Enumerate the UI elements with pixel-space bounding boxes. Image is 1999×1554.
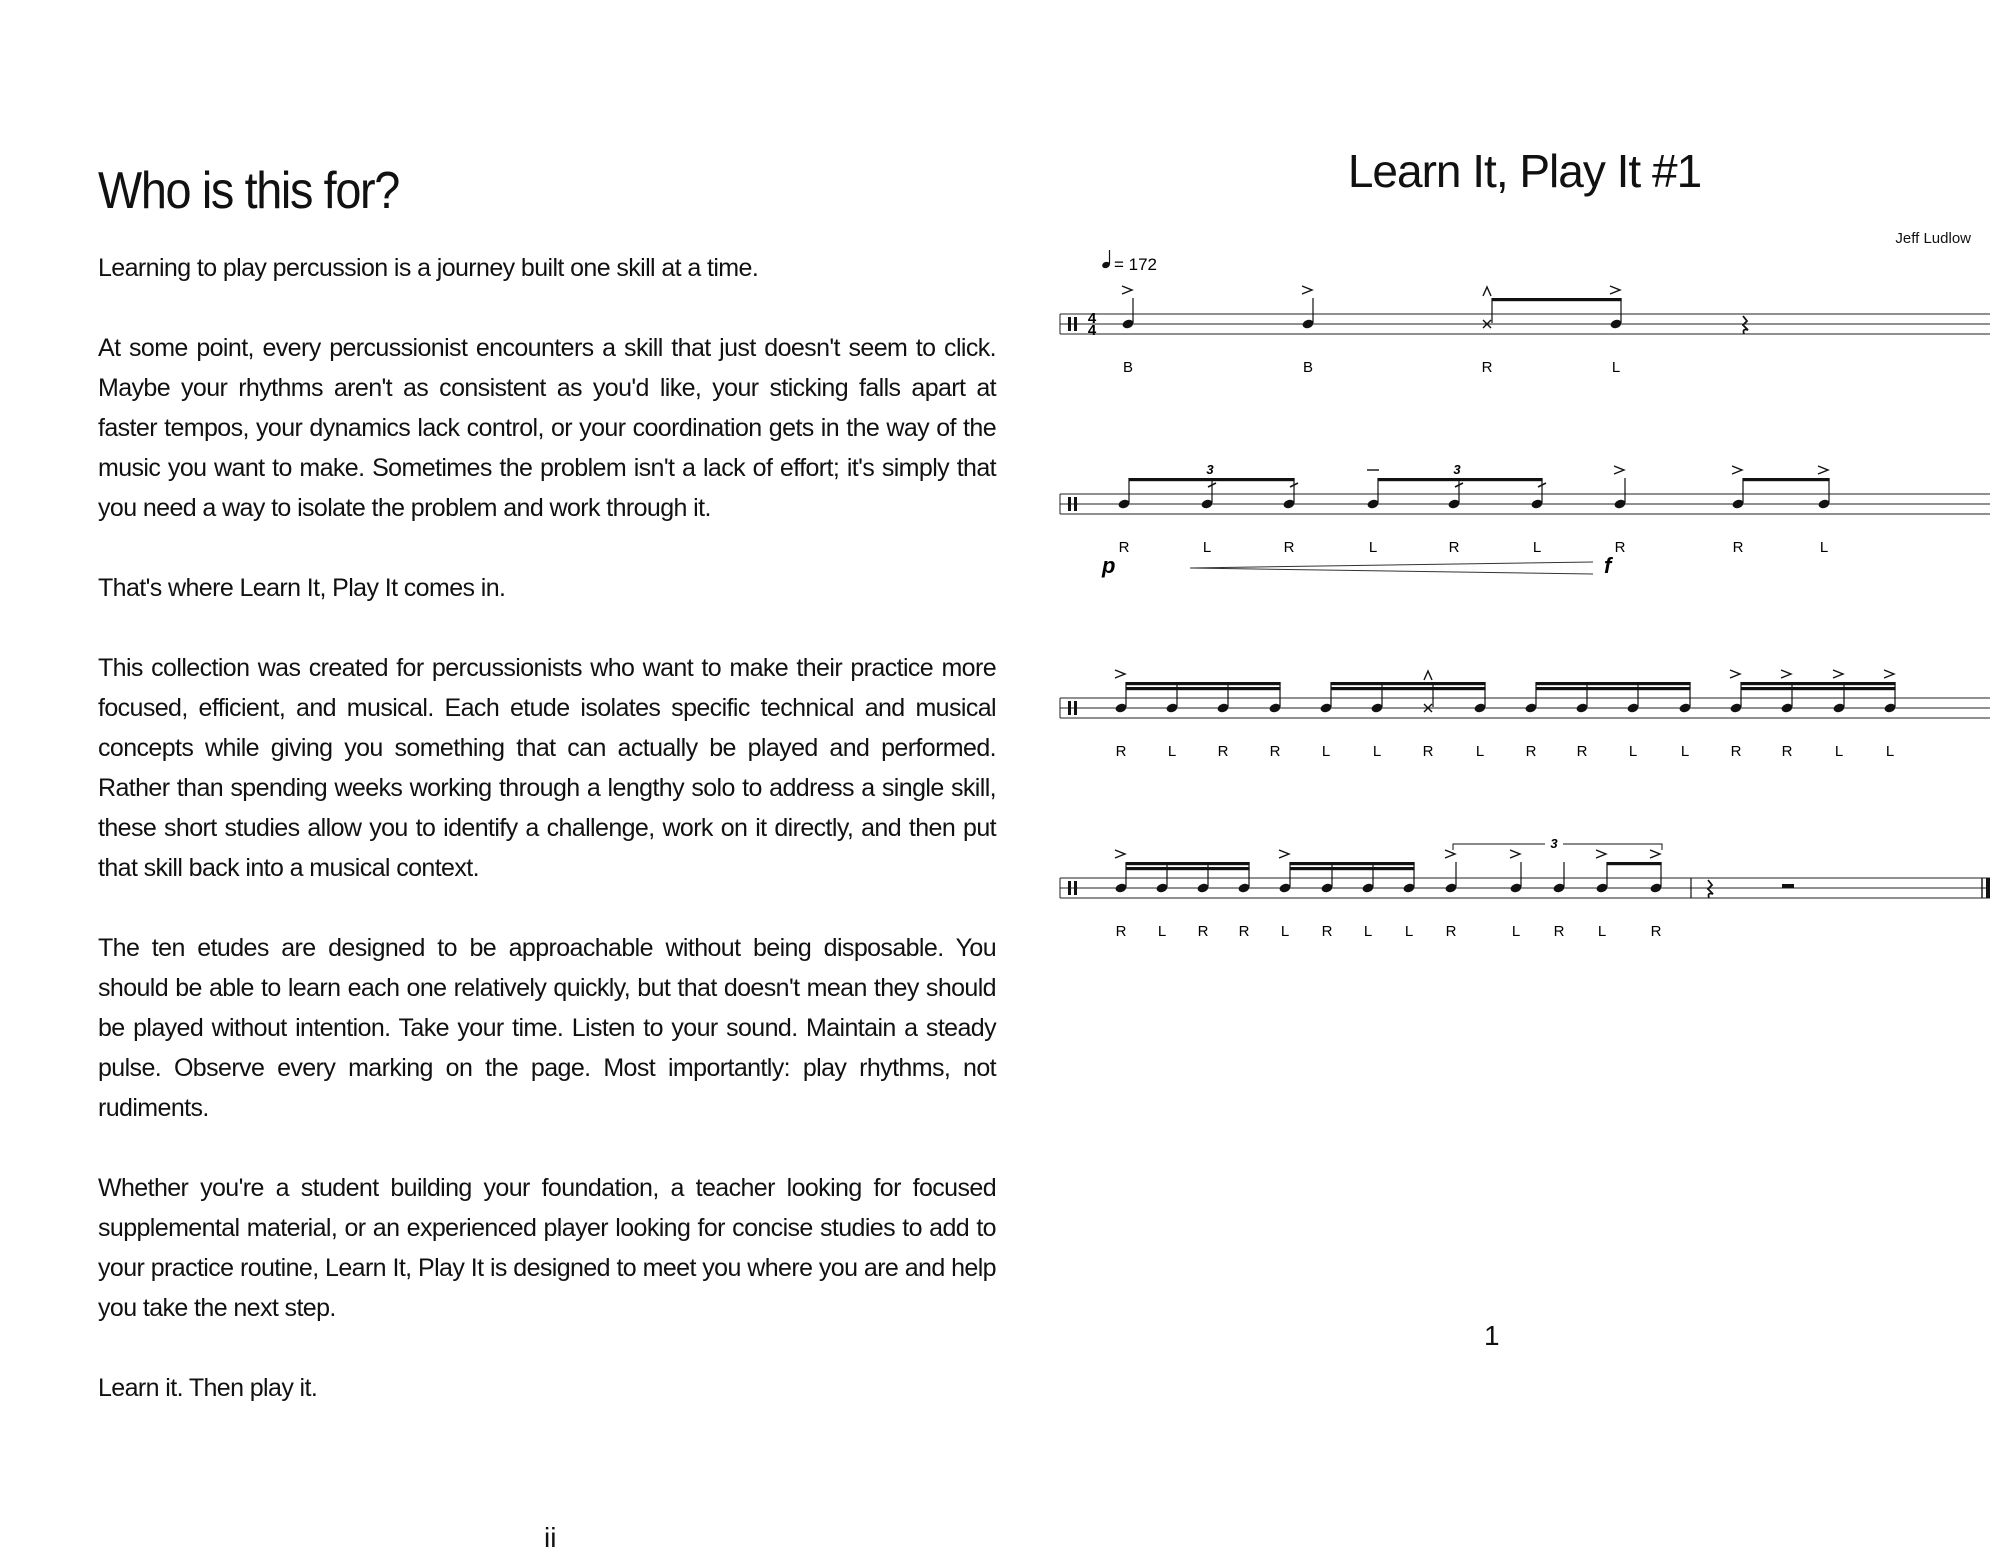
beam xyxy=(1290,867,1415,870)
sticking-letter: L xyxy=(1532,539,1542,556)
sticking-letter: R xyxy=(1781,743,1793,760)
beam xyxy=(1536,682,1691,685)
beam xyxy=(1126,687,1281,690)
sticking-letter: R xyxy=(1576,743,1588,760)
beam xyxy=(1741,682,1896,685)
sticking-letter: R xyxy=(1730,743,1742,760)
sticking-letter: R xyxy=(1614,539,1626,556)
sticking-letter: L xyxy=(1511,923,1521,940)
sticking-letter: L xyxy=(1628,743,1638,760)
beam xyxy=(1129,478,1295,481)
marcato-mark xyxy=(1483,287,1491,296)
sticking-letter: L xyxy=(1475,743,1485,760)
paragraph-design: The ten etudes are designed to be approachable without being disposable. You should be able to learn each one relatively quickly, but that doesn't mean they should be played without intention. Take your time. Listen to your sound. Maintain a steady pulse. Observe every marking on the page. Most importantly: play rhythms, not rudiments. xyxy=(98,934,996,1122)
paragraph-transition: That's where Learn It, Play It comes in. xyxy=(98,574,506,602)
accent-mark xyxy=(1610,286,1620,294)
quarter-rest xyxy=(1743,316,1748,334)
accent-mark xyxy=(1614,466,1624,474)
percussion-clef xyxy=(1074,881,1077,895)
percussion-clef xyxy=(1068,317,1071,331)
percussion-clef xyxy=(1074,497,1077,511)
beam xyxy=(1331,687,1486,690)
percussion-clef xyxy=(1068,497,1071,511)
time-signature-top: 4 xyxy=(1087,310,1097,327)
percussion-clef xyxy=(1074,701,1077,715)
svg-text:= 172: = 172 xyxy=(1114,255,1158,274)
percussion-clef xyxy=(1074,317,1077,331)
sticking-letter: L xyxy=(1404,923,1414,940)
tuplet-number: 3 xyxy=(1206,462,1214,477)
accent-mark xyxy=(1884,670,1894,678)
sticking-letter: B xyxy=(1302,359,1314,376)
beam xyxy=(1536,687,1691,690)
percussion-clef xyxy=(1068,701,1071,715)
percussion-clef xyxy=(1068,881,1071,895)
accent-mark xyxy=(1510,850,1520,858)
right-page xyxy=(1050,0,1999,1545)
accent-mark xyxy=(1650,850,1660,858)
marcato-mark xyxy=(1424,671,1432,680)
sticking-letter: R xyxy=(1525,743,1537,760)
accent-mark xyxy=(1730,670,1740,678)
accent-mark xyxy=(1115,670,1125,678)
sticking-letter: R xyxy=(1321,923,1333,940)
left-page-number: ii xyxy=(544,1522,557,1553)
beam xyxy=(1378,478,1543,481)
sticking-letter: L xyxy=(1680,743,1690,760)
final-barline-thick xyxy=(1986,878,1990,898)
sticking-letter: L xyxy=(1885,743,1895,760)
sticking-letter: R xyxy=(1650,923,1662,940)
paragraph-audience: Whether you're a student building your foundation, a teacher looking for focused supplemental material, or an experienced player looking for concise studies to add to your practice routine, Learn It, Play It is designed to meet you where you are and help you take the next step. xyxy=(98,1174,996,1322)
sticking-letter: R xyxy=(1481,359,1493,376)
accent-mark xyxy=(1115,850,1125,858)
dynamic-piano: p xyxy=(1102,553,1116,578)
beam xyxy=(1126,862,1250,865)
accent-mark xyxy=(1833,670,1843,678)
sticking-letter: R xyxy=(1118,539,1130,556)
sticking-letter: L xyxy=(1819,539,1829,556)
sticking-letter: R xyxy=(1238,923,1250,940)
sticking-letter: R xyxy=(1732,539,1744,556)
accent-mark xyxy=(1122,286,1132,294)
sticking-letter: R xyxy=(1283,539,1295,556)
sheet-music xyxy=(1050,240,1999,980)
tuplet-number: 3 xyxy=(1453,462,1461,477)
sticking-letter: L xyxy=(1611,359,1621,376)
sticking-letter: L xyxy=(1280,923,1290,940)
paragraph-intro: Learning to play percussion is a journey built one skill at a time. xyxy=(98,254,759,282)
beam xyxy=(1741,687,1896,690)
accent-mark xyxy=(1818,466,1828,474)
time-signature-bottom: 4 xyxy=(1087,322,1097,339)
accent-mark xyxy=(1781,670,1791,678)
sticking-letter: R xyxy=(1422,743,1434,760)
staff-system-1 xyxy=(1060,286,1990,376)
sticking-letter: R xyxy=(1448,539,1460,556)
page-heading: Who is this for? xyxy=(98,162,399,220)
staff-system-4 xyxy=(1060,836,1990,940)
sticking-letter: L xyxy=(1368,539,1378,556)
beam xyxy=(1331,682,1486,685)
quarter-rest xyxy=(1708,880,1713,898)
tempo-marking xyxy=(1101,250,1157,274)
beam xyxy=(1492,298,1622,301)
composer-credit: Jeff Ludlow xyxy=(1895,230,1971,247)
accent-mark xyxy=(1732,466,1742,474)
beam xyxy=(1290,862,1415,865)
paragraph-purpose: This collection was created for percussionists who want to make their practice more focused, efficient, and musical. Each etude isolates specific technical and musical concepts while giving you something that can actually be played and performed. Rather than spending weeks working through a lengthy solo to address a single skill, these short studies allow you to identify a challenge, work on it directly, and then put that skill back into a musical context. xyxy=(98,654,996,882)
sticking-letter: L xyxy=(1597,923,1607,940)
right-page-number: 1 xyxy=(1484,1320,1500,1351)
staff-system-2 xyxy=(1060,462,1990,578)
sticking-letter: R xyxy=(1217,743,1229,760)
sticking-letter: R xyxy=(1115,743,1127,760)
beam xyxy=(1126,867,1250,870)
sticking-letter: R xyxy=(1445,923,1457,940)
sticking-letter: L xyxy=(1363,923,1373,940)
accent-mark xyxy=(1302,286,1312,294)
sticking-letter: L xyxy=(1167,743,1177,760)
sticking-letter: L xyxy=(1834,743,1844,760)
beam xyxy=(1607,862,1662,865)
crescendo-hairpin xyxy=(1190,562,1593,568)
tuplet-number: 3 xyxy=(1550,836,1558,851)
etude-title: Learn It, Play It #1 xyxy=(1347,145,1702,197)
accent-mark xyxy=(1596,850,1606,858)
sticking-letter: L xyxy=(1372,743,1382,760)
sticking-letter: R xyxy=(1197,923,1209,940)
body-text xyxy=(98,248,996,1448)
beam xyxy=(1126,682,1281,685)
beam xyxy=(1743,478,1830,481)
sticking-letter: L xyxy=(1157,923,1167,940)
dynamic-forte: f xyxy=(1604,553,1612,578)
sticking-letter: L xyxy=(1321,743,1331,760)
half-rest xyxy=(1782,884,1794,888)
sticking-letter: R xyxy=(1553,923,1565,940)
sticking-letter: B xyxy=(1122,359,1134,376)
staff-system-3 xyxy=(1060,670,1990,760)
paragraph-closing: Learn it. Then play it. xyxy=(98,1374,318,1402)
sticking-letter: L xyxy=(1202,539,1212,556)
left-page xyxy=(98,0,996,1553)
paragraph-problem: At some point, every percussionist encounters a skill that just doesn't seem to click. Maybe your rhythms aren't as consistent as you'd like, your sticking falls apart at faster tempos, your dynamics lack control, or your coordination gets in the way of the music you want to make. Sometimes the problem isn't a lack of effort; it's simply that you need a way to isolate the problem and work through it. xyxy=(98,334,996,522)
sticking-letter: R xyxy=(1115,923,1127,940)
accent-mark xyxy=(1445,850,1455,858)
crescendo-hairpin xyxy=(1190,568,1593,574)
sticking-letter: R xyxy=(1269,743,1281,760)
accent-mark xyxy=(1279,850,1289,858)
